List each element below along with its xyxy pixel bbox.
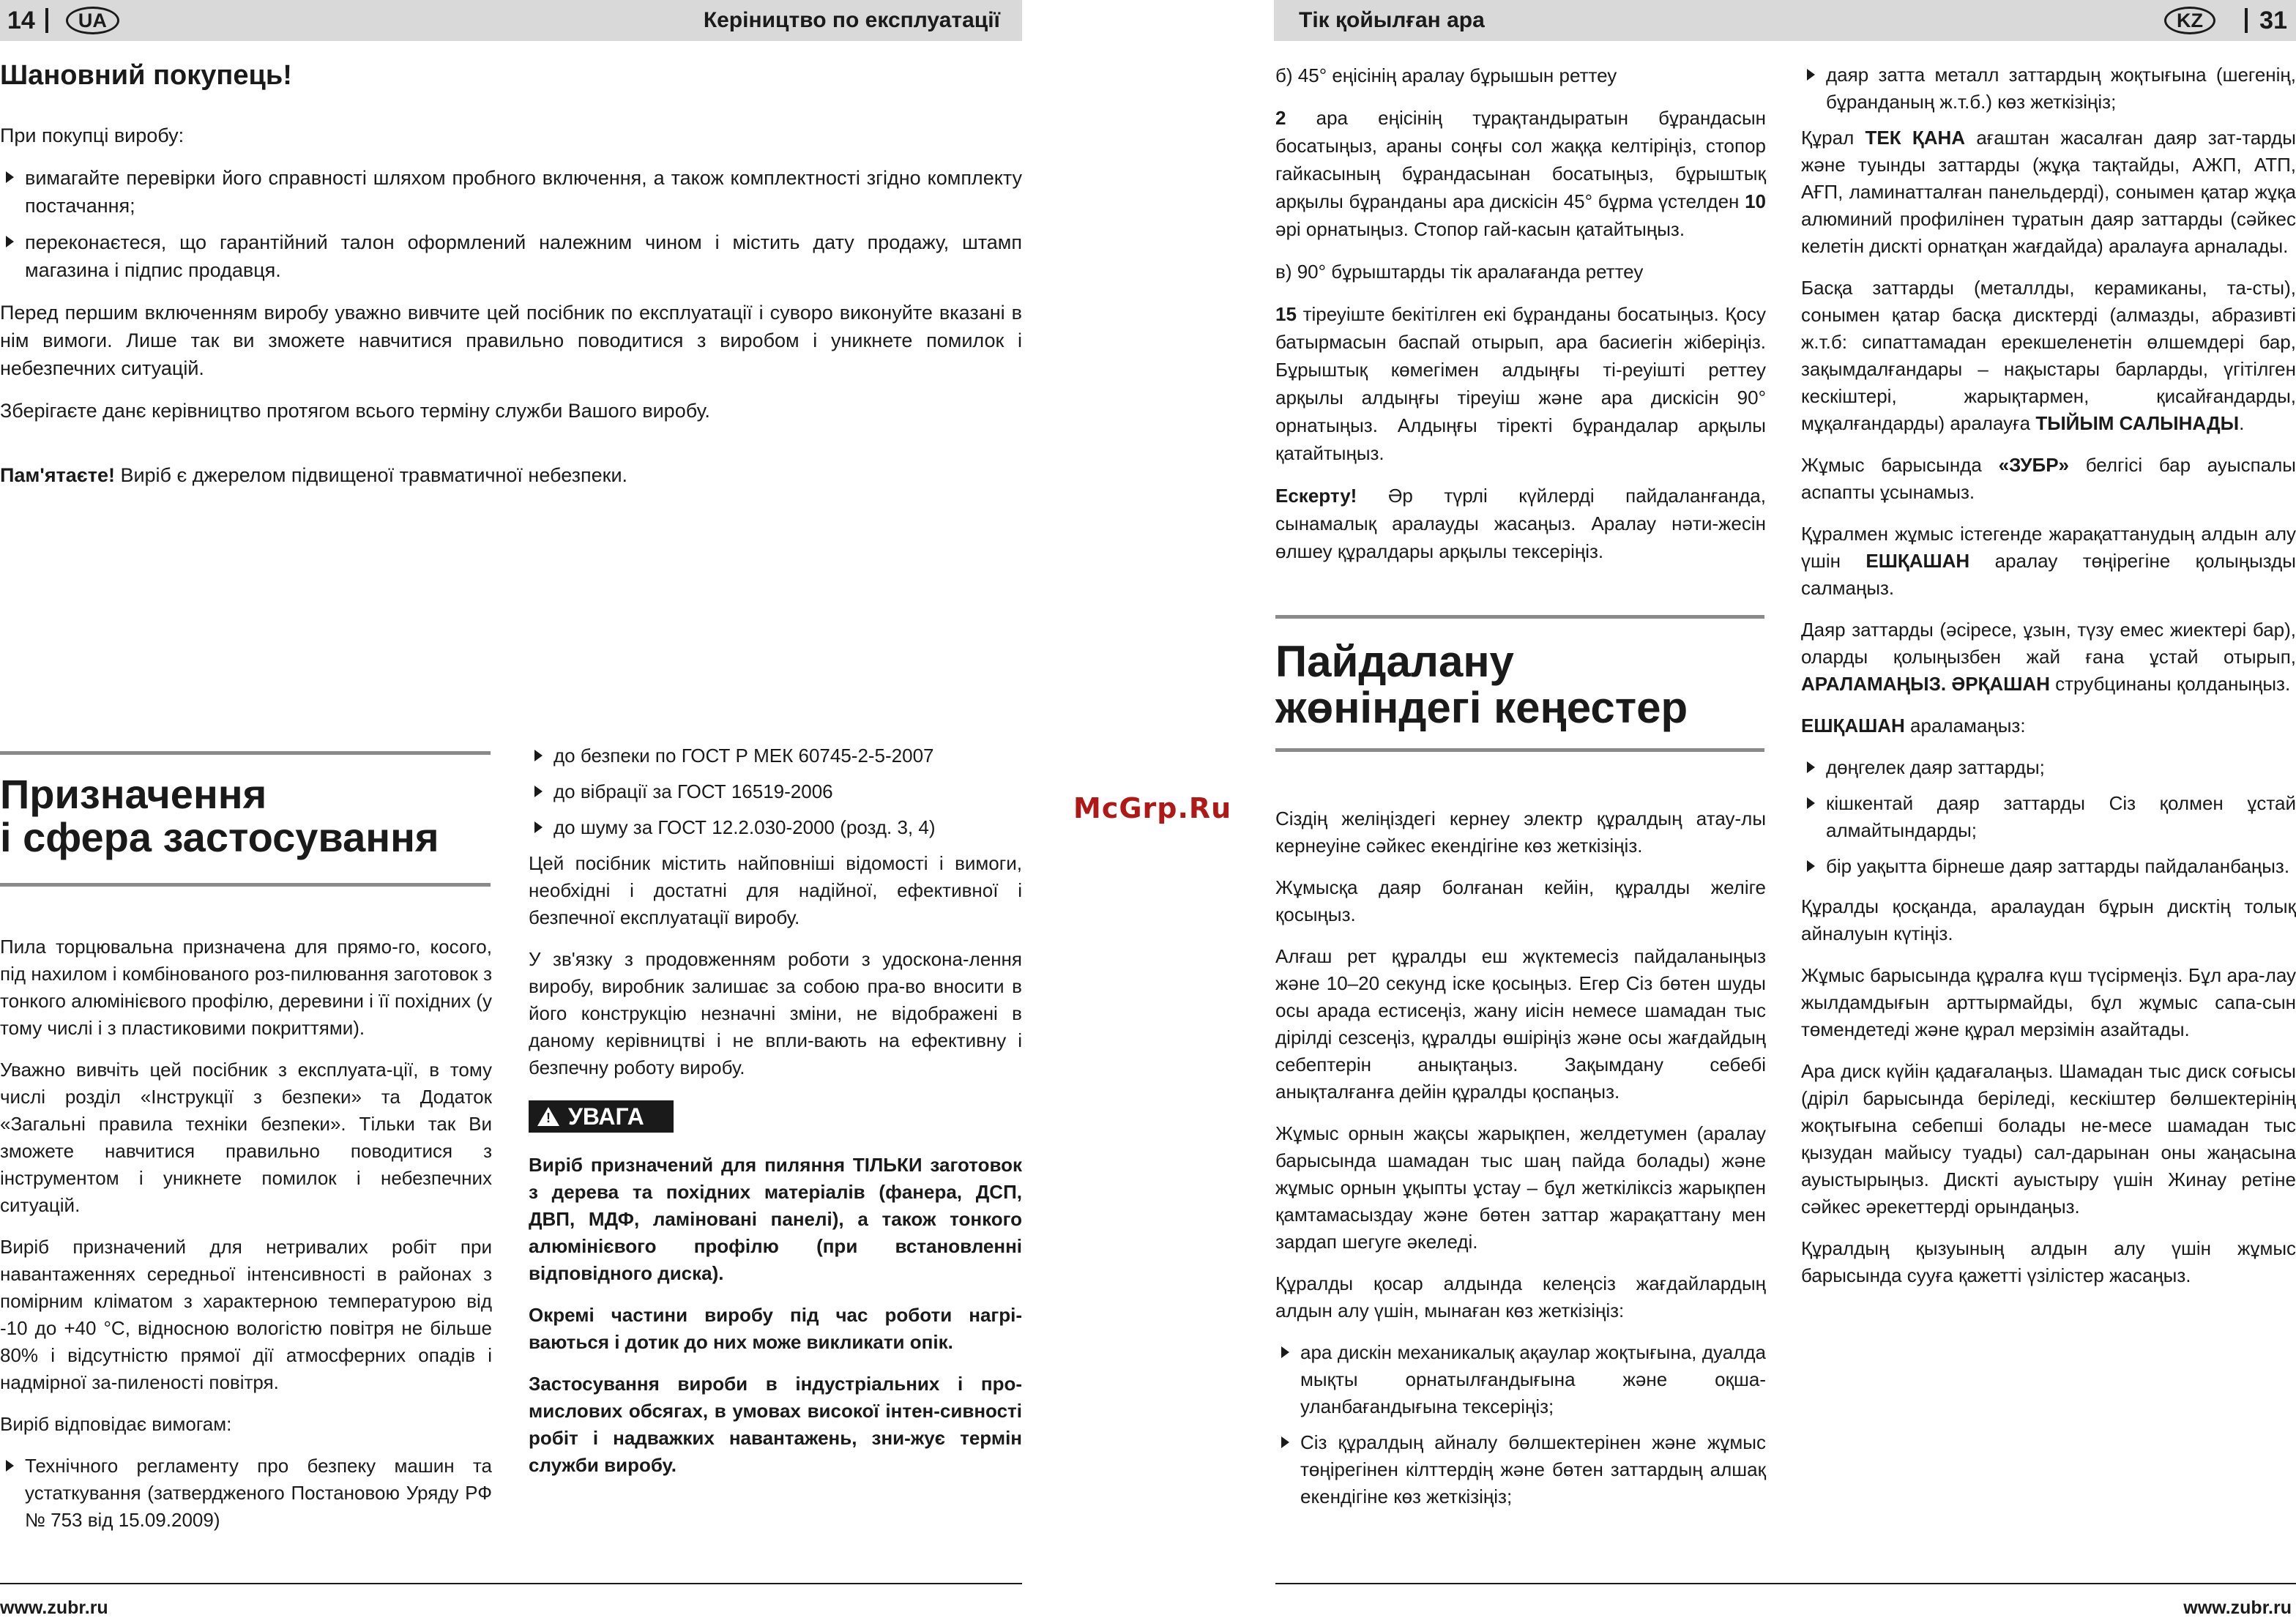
col2-bullet: до шуму за ГОСТ 12.2.030-2000 (розд. 3, 4) — [529, 814, 1022, 841]
remember-bold: Пам'ятаєте! — [0, 464, 115, 486]
col2-p2-period: . — [2239, 412, 2245, 434]
right-footer-rule — [1275, 1583, 2296, 1584]
col2-p9: Ара диск күйін қадағалаңыз. Шамадан тыс диск соғысы (діріл барысында беріледі, кескіштер бөлшектерінің жоқтығына себепші болады не-месе шамадан тыс қызудан майысу туады) сал-дарынан оны жаңасына ауыстырыңыз. Дискті ауыстыру үшін Жинау ретіне сәйкес әрекеттерді орындаңыз. — [1801, 1060, 2296, 1218]
left-header-title: Керіництво по експлуатації — [703, 8, 1000, 32]
col2-p4a: Құралмен жұмыс істегенде жарақаттанудың алдын алу үшін — [1801, 523, 2296, 572]
adjust-b-num: 2 — [1275, 107, 1286, 129]
adjust-b-body2: әрі орнатыңыз. Стопор гай-касын қатайтыңыз. — [1275, 218, 1685, 240]
intro-bullet: переконаєтеся, що гарантійний талон оформлений належним чином і містить дату продажу, штамп магазина і підпис продавця. — [0, 228, 1022, 284]
tips-rule-bottom — [1275, 748, 1764, 752]
col2-p3a: Жұмыс барысында — [1801, 454, 1999, 476]
right-header — [1274, 0, 2296, 41]
tips-p5: Құралды қосар алдында келеңсіз жағдайлардың алдын алу үшін, мынаған көз жеткізіңіз: — [1275, 1272, 1766, 1321]
intro-p3: Зберігаєте данє керівництво протягом всього терміну служби Вашого виробу. — [0, 400, 710, 422]
tips-p2: Жұмысқа даяр болғанан кейін, құралды желіге қосыңыз. — [1275, 876, 1766, 925]
col2-p5 — [1801, 616, 2296, 698]
note-text: Әр түрлі күйлерді пайдаланғанда, сынамалық аралауды жасаңыз. Аралау нәти-жесін өлшеу құралдары арқылы тексеріңіз. — [1275, 485, 1766, 562]
intro-p1: При покупці виробу: — [0, 124, 184, 146]
purpose-col2 — [529, 742, 1022, 1494]
greeting-heading: Шановний покупець! — [0, 60, 292, 91]
remember-text: Виріб є джерелом підвищеної травматичної небезпеки. — [114, 464, 628, 486]
col2-p8: Жұмыс барысында құралға күш түсірмеңіз. Бұл ара-лау жылдамдығын арттырмайды, бұл жұмыс сапа-сын төмендетеді және құрал мерзімін азайтады. — [1801, 964, 2296, 1040]
col2-p4-bold: ЕШҚАШАН — [1865, 550, 1970, 572]
remember-note — [0, 461, 1022, 489]
section-title-purpose — [0, 773, 439, 860]
section-title-line1: Призначення — [0, 771, 267, 817]
col2-p4b: аралау төңірегіне қолыңызды салмаңыз. — [1801, 550, 2296, 599]
intro-block — [0, 122, 1022, 504]
right-col2 — [1801, 61, 2296, 1304]
section-title-line2: і сфера застосування — [0, 813, 439, 860]
col2-p2-text: Басқа заттарды (металлды, керамиканы, та-сты), сонымен қатар басқа дисктерді (алмазды, абразивті ж.т.б: сипаттамадан ерекшеленетін өлшемдері бар, зақымдалғандары – нақыстары барларды, үгітілген кескіштері, жарықтармен, қисайғандарды, мұқалғандарды) аралауға — [1801, 277, 2296, 434]
col1-p1: Пила торцювальна призначена для прямо-го, косого, під нахилом і комбінованого роз-пилювання заготовок з тонкого алюмінієвого профілю, деревини і її похідних (у тому числі і з пластиковими покриттями). — [0, 936, 492, 1039]
left-lang-badge: UA — [66, 7, 119, 34]
right-footer-url[interactable]: www.zubr.ru — [2183, 1598, 2292, 1618]
col2-p2: У зв'язку з продовженням роботи з удоскона-лення виробу, виробник залишає за собою пра-во вносити в його конструкцію незначні зміни, не відображені в даному керівництві і не впли-вають на ефективну і безпечну роботу виробу. — [529, 948, 1022, 1078]
tips-p1: Сіздің желіңіздегі кернеу электр құралдың атау-лы кернеуіне сәйкес екендігіне көз жеткізіңіз. — [1275, 808, 1766, 857]
col2-p1-bold: ТЕК ҚАНА — [1865, 127, 1966, 149]
warning-badge — [529, 1100, 674, 1133]
col2-p5-bold: АРАЛАМАҢЫЗ. ӘРҚАШАН — [1801, 673, 2050, 695]
purpose-col1 — [0, 933, 492, 1543]
col1-p4: Виріб відповідає вимогам: — [0, 1413, 232, 1435]
col2-p3 — [1801, 452, 2296, 506]
right-col1-tips — [1275, 805, 1766, 1519]
adjust-b-title: б) 45° еңісінің аралау бұрышын реттеу — [1275, 64, 1617, 86]
section-rule-top — [0, 751, 491, 755]
section-rule-bottom — [0, 883, 491, 887]
col2-p3b: белгісі бар ауыспалы аспапты ұсынамыз. — [1801, 454, 2296, 503]
col2-p1a: Құрал — [1801, 127, 1865, 149]
left-header — [0, 0, 1022, 41]
col1-p3: Виріб призначений для нетривалих робіт при навантаженнях середньої інтенсивності в районах з помірним кліматом з характерною температурою від -10 до +40 °С, відносною вологістю повітря не більше 80% і відсутністю прямої дії атмосферних опадів і надмірної за-пиленості повітря. — [0, 1236, 492, 1393]
right-page-number: 31 — [2245, 8, 2296, 33]
col2-p6-bold: ЕШҚАШАН — [1801, 715, 1905, 737]
col2-p7: Құралды қосқанда, аралаудан бұрын дисктің толық айналуын күтіңіз. — [1801, 895, 2296, 944]
col2-p4 — [1801, 521, 2296, 602]
tips-title-line2: жөніндегі кеңестер — [1275, 683, 1688, 732]
tips-bullet: ара дискін механикалық ақаулар жоқтығына, дуалда мықты орнатылғандығына және оқша-уланбағандығына тексеріңіз; — [1275, 1339, 1766, 1420]
left-page — [0, 0, 1025, 1618]
col1-p2: Уважно вивчіть цей посібник з експлуата-ції, в тому числі розділ «Інструкції з безпеки» та Додаток «Загальні правила техніки безпеки». Тільки так Ви зможете навчитися правильно поводитися з інструментом і уникнете помилок і небезпечних ситуацій. — [0, 1059, 492, 1216]
col2-p3-bold: «ЗУБР» — [1998, 454, 2069, 476]
section-title-tips — [1275, 638, 1688, 731]
tips-title-line1: Пайдалану — [1275, 637, 1514, 686]
note-bold: Ескерту! — [1275, 485, 1357, 507]
left-page-number: 14 — [0, 8, 48, 33]
col2-bullet-top: даяр затта металл заттардың жоқтығына (шегенің, бұранданың ж.т.б.) көз жеткізіңіз; — [1801, 61, 2296, 116]
warning-icon: ! — [537, 1107, 559, 1126]
col1-bullet: Технічного регламенту про безпеку машин та устаткування (затвердженого Постановою Уряду РФ № 753 від 15.09.2009) — [0, 1453, 492, 1534]
right-lang-badge: KZ — [2164, 7, 2215, 34]
left-footer-url[interactable]: www.zubr.ru — [0, 1598, 108, 1618]
col2-bullet: кішкентай даяр заттарды Сіз қолмен ұстай алмайтындарды; — [1801, 790, 2296, 844]
intro-p2: Перед першим включенням виробу уважно вивчите цей посібник по експлуатації і суворо виконуйте вказані в нім вимоги. Лише так ви зможете навчитися правильно поводитися з виробом і уникнете помилок і небезпечних ситуацій. — [0, 302, 1022, 379]
watermark: McGrp.Ru — [1073, 792, 1232, 824]
col2-p10: Құралдың қызуының алдын алу үшін жұмыс барысында сууға қажетті үзілістер жасаңыз. — [1801, 1237, 2296, 1286]
note — [1275, 482, 1766, 565]
adjust-b-num2: 10 — [1745, 190, 1766, 212]
col2-p2-bold: ТЫЙЫМ САЛЫНАДЫ — [2035, 412, 2240, 434]
warning-p1: Виріб призначений для пиляння ТІЛЬКИ заготовок з дерева та похідних матеріалів (фанера, ДСП, ДВП, МДФ, ламіновані панелі), а також тонкого алюмінієвого профілю (при встановленні відповідного диска). — [529, 1154, 1022, 1284]
col2-p1b: ағаштан жасалған даяр зат-тарды және туынды заттарды (жұқа тақтайды, АЖП, АТП, АҒП, ламинатталған панельдерді), сонымен қатар жұқа алюминий профилінен тұратын даяр заттарды (сәйкес келетін дискті орнатқан жағдайда) аралауға арналады. — [1801, 127, 2296, 257]
intro-bullet: вимагайте перевірки його справності шляхом пробного включення, а також комплектності згідно комплекту постачання; — [0, 164, 1022, 220]
col2-p6 — [1801, 712, 2296, 739]
tips-bullet: Сіз құралдың айналу бөлшектерінен және жұмыс төңірегінен кілттердің және бөтен заттардың алшақ екендігіне көз жеткізіңіз; — [1275, 1429, 1766, 1510]
adjust-b-text — [1275, 104, 1766, 243]
tips-p4: Жұмыс орнын жақсы жарықпен, желдетумен (аралау барысында шамадан тыс шаң пайда болады) және жұмыс орнын ұқыпты ұстау – бұл жеткіліксіз жарықпен қамтамасыздау және бөтен заттар жарақаттану мен зардап шегуге әкеледі. — [1275, 1122, 1766, 1253]
col2-bullet: до вібрації за ГОСТ 16519-2006 — [529, 778, 1022, 805]
warning-p3: Застосування вироби в індустріальних і про-мислових обсягах, в умовах високої інтен-сивності робіт і надважких навантажень, зни-жує термін служби виробу. — [529, 1373, 1022, 1476]
left-footer-rule — [0, 1583, 1022, 1584]
col2-p5b: струбцинаны қолданыңыз. — [2049, 673, 2291, 695]
col2-p2 — [1801, 275, 2296, 437]
col2-bullet: дөңгелек даяр заттарды; — [1801, 754, 2296, 781]
col2-bullet: бір уақытта бірнеше даяр заттарды пайдаланбаңыз. — [1801, 853, 2296, 880]
adjust-c-body: тіреуіште бекітілген екі бұранданы босатыңыз. Қосу батырмасын баспай отырып, ара басиегін жіберіңіз. Бұрыштық көмегімен алдыңғы ті-реуішті реттеу арқылы алдыңғы тіреуіш және ара дискісін 90° орнатыңыз. Алдыңғы тіректі бұрандалар арқылы қатайтыңыз. — [1275, 303, 1766, 464]
col2-bullet: до безпеки по ГОСТ Р МЕК 60745-2-5-2007 — [529, 742, 1022, 769]
warning-p2: Окремі частини виробу під час роботи нагрі-ваються і дотик до них може викликати опік. — [529, 1304, 1022, 1353]
tips-rule-top — [1275, 615, 1764, 619]
col2-p5a: Даяр заттарды (әсіресе, ұзын, түзу емес жиектері бар), оларды қолыңызбен жай ғана ұстай отырып, — [1801, 619, 2296, 668]
col2-p1 — [1801, 124, 2296, 260]
col2-p1: Цей посібник містить найповніші відомості і вимоги, необхідні і достатні для надійної, ефективної і безпечної експлуатації виробу. — [529, 852, 1022, 928]
adjust-c-text — [1275, 300, 1766, 467]
right-header-title: Тік қойылған ара — [1299, 8, 1485, 32]
right-page — [1274, 0, 2296, 1618]
right-col1-top — [1275, 61, 1766, 580]
adjust-c-num: 15 — [1275, 303, 1297, 325]
adjust-b-body: ара еңісінің тұрақтандыратын бұрандасын босатыңыз, араны соңғы сол жаққа келтіріңіз, стопор гайкасының бұрандасынан босатыңыз, бұрыштық арқылы бұранданы ара дискісін 45° бұрма үстелден — [1275, 107, 1766, 212]
tips-p3: Алғаш рет құралды еш жүктемесіз пайдаланыңыз және 10–20 секунд іске қосыңыз. Егер Сіз бөтен шуды осы арада естисеңіз, жану иісін немесе шамадан тыс дірілді сезсеңіз, құралды өшіріңіз және осы жағдайдың себептерін анықтаңыз. Зақымдану себебі анықталғанға дейін құралды қоспаңыз. — [1275, 945, 1766, 1103]
adjust-c-title: в) 90° бұрыштарды тік аралағанда реттеу — [1275, 261, 1644, 283]
warning-label: УВАГА — [568, 1103, 644, 1130]
col2-p6b: араламаңыз: — [1904, 715, 2026, 737]
